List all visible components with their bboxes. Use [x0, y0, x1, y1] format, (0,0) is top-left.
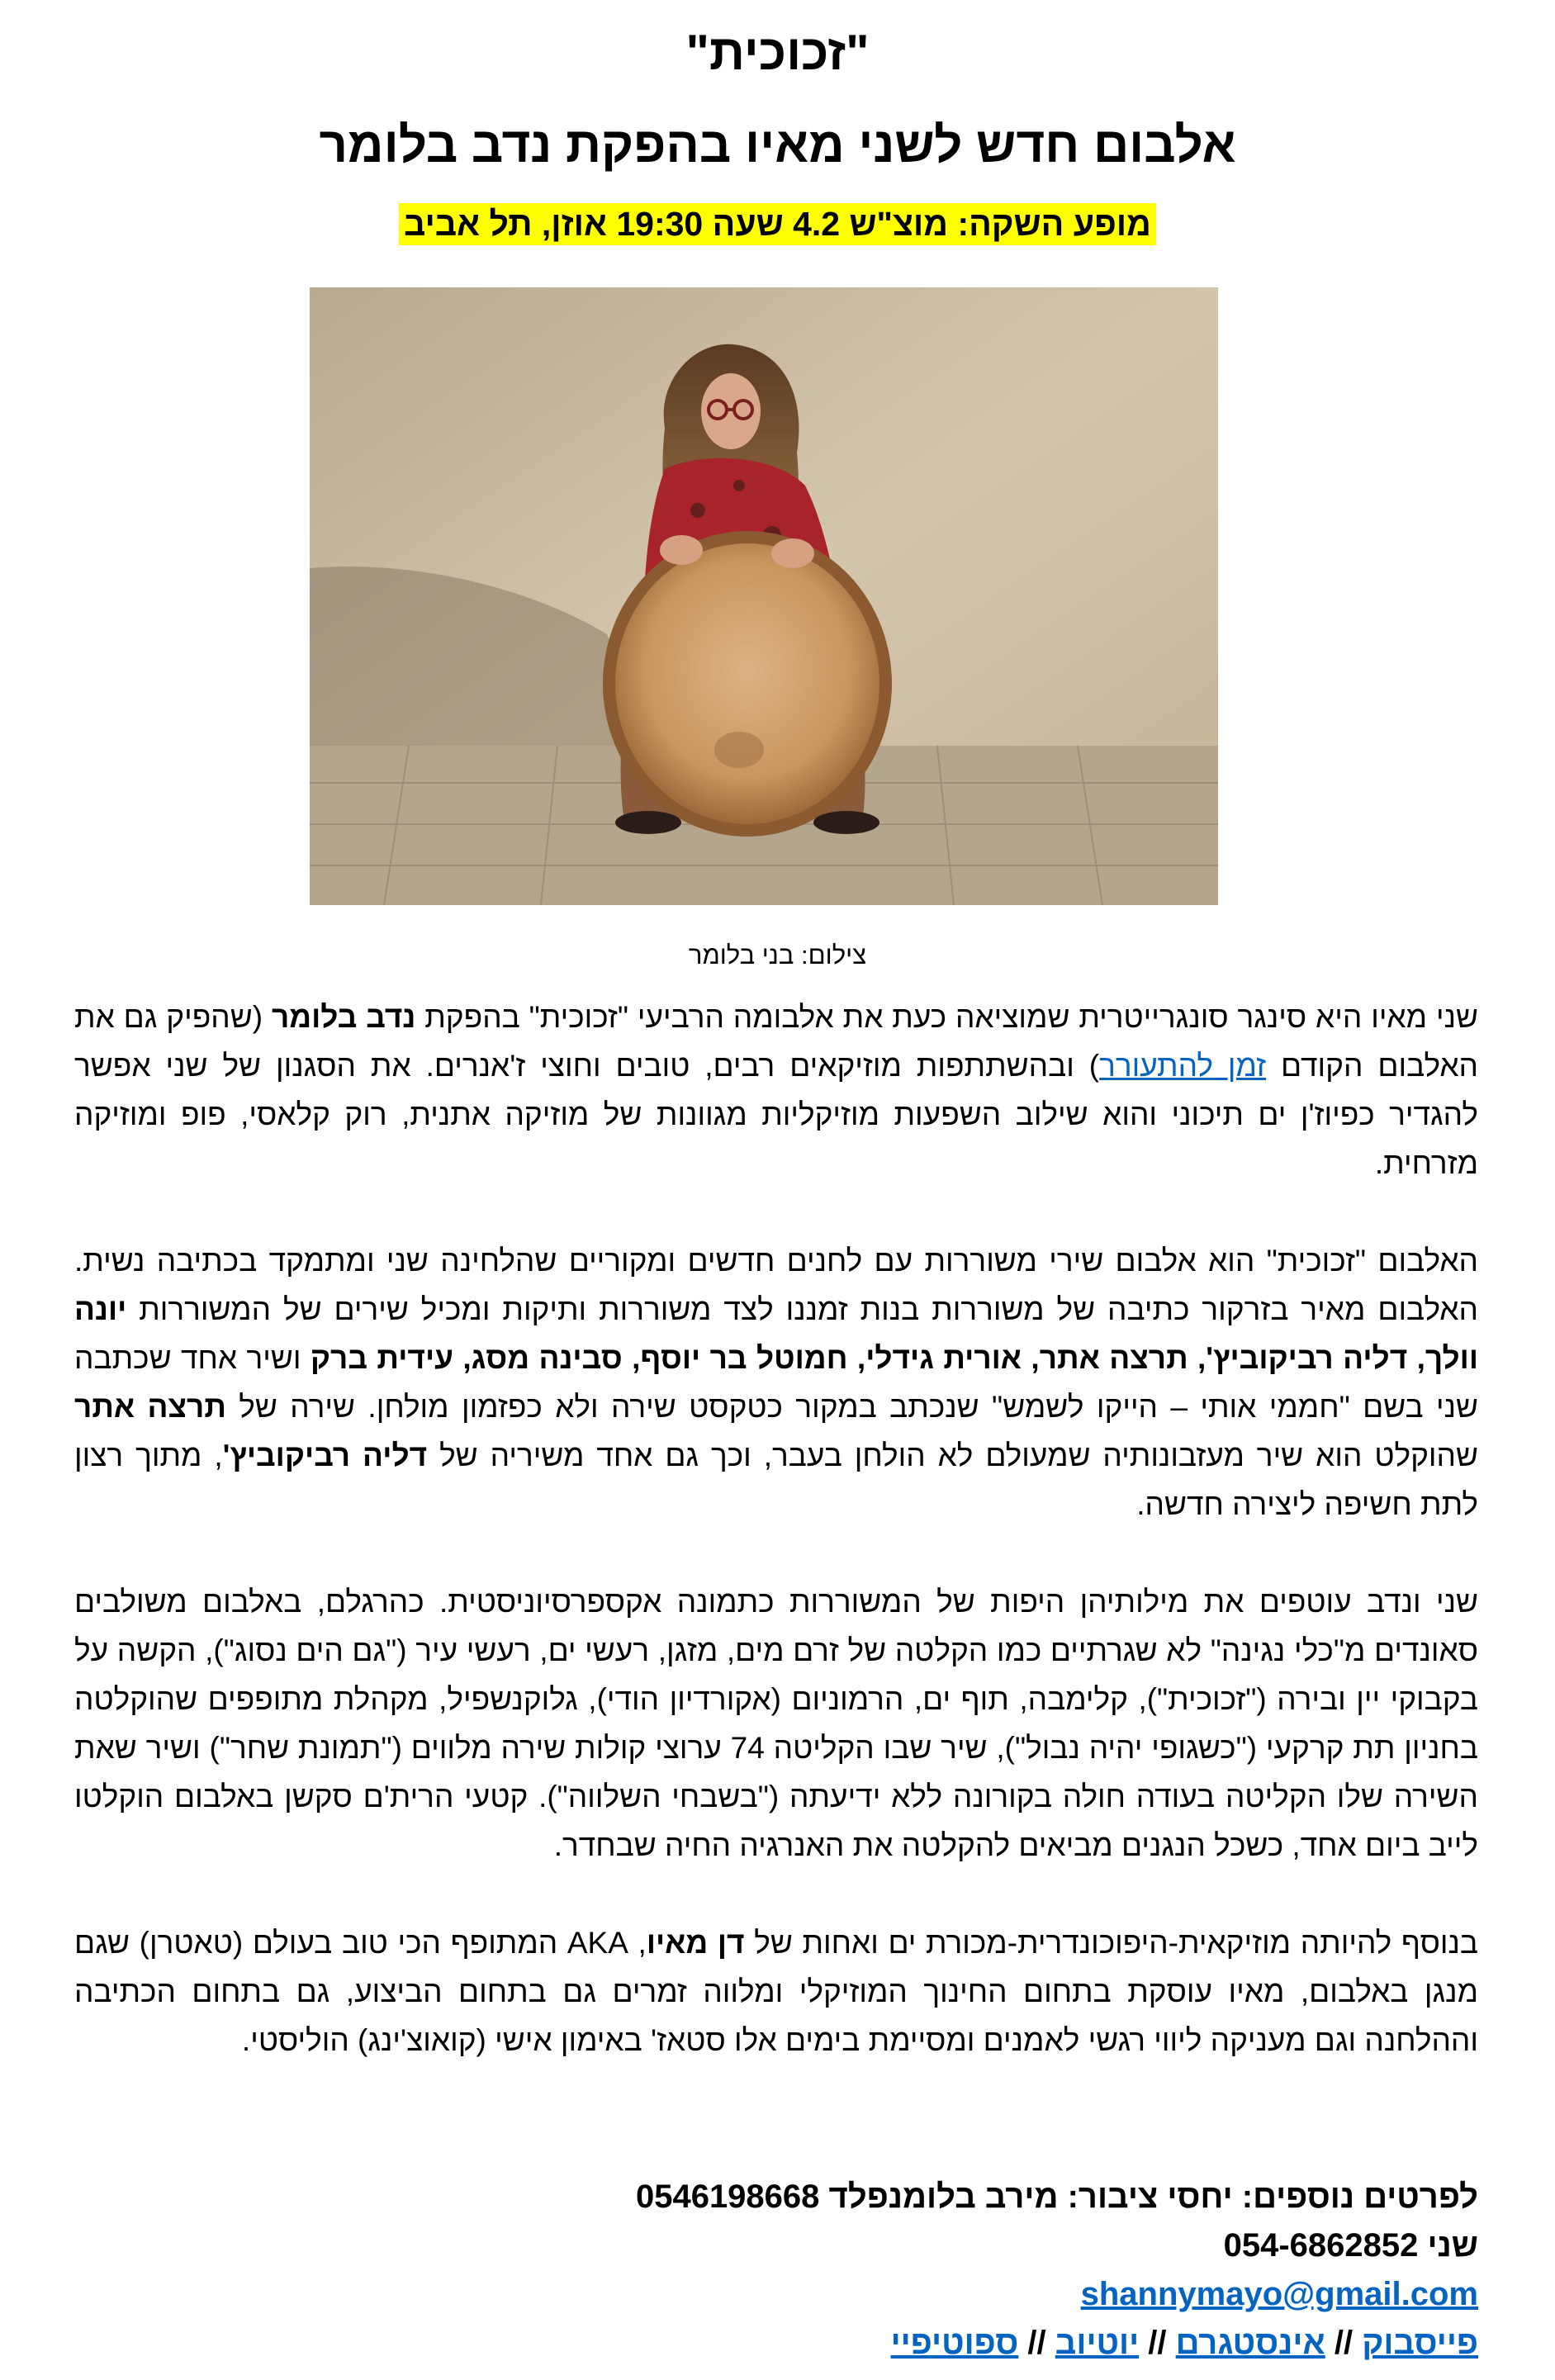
email-row	[74, 2270, 1478, 2319]
separator: //	[1027, 2325, 1046, 2361]
youtube-link[interactable]: יוטיוב	[1055, 2325, 1140, 2361]
paragraph-intro-text-3: ) ובהשתתפות מוזיקאים רבים, טובים וחוצי ז'אנרים. את הסגנון של שני אפשר להגדיר כפיוז'ן ים תיכוני והוא שילוב השפעות מוזיקליות מגוונות של מוזיקה אתנית, רוק קלאסי, פופ ומוזיקה מזרחית.	[74, 1049, 1478, 1180]
email-link[interactable]: shannymayo@gmail.com	[1080, 2276, 1478, 2312]
poet-name: תרצה אתר	[74, 1390, 226, 1424]
launch-event-row	[0, 203, 1555, 245]
poets-list: יונה וולך, דליה רביקוביץ', תרצה אתר, אורית גידלי, חמוטל בר יוסף, סבינה מסג, עידית ברק	[74, 1292, 1478, 1375]
paragraph-bio	[74, 1918, 1478, 2065]
album-subtitle: אלבום חדש לשני מאיו בהפקת נדב בלומר	[319, 117, 1236, 173]
producer-name: נדב בלומר	[271, 1000, 416, 1034]
paragraph-album-text-1: האלבום "זכוכית" הוא אלבום שירי משוררות עם לחנים חדשים ומקוריים שהלחינה שני ומתמקד בכתיבה נשית. האלבום מאיר בזרקור כתיבה של משוררות בנות זמננו לצד משוררות ותיקות ומכיל שירים של המשוררות	[74, 1244, 1478, 1326]
previous-album-link[interactable]: זמן להתעורר	[1099, 1049, 1267, 1083]
contact-block	[74, 2173, 1478, 2368]
launch-event-highlight: מופע השקה: מוצ"ש 4.2 שעה 19:30 אוזן, תל אביב	[399, 203, 1156, 245]
artist-photo	[310, 287, 1218, 905]
article-body	[74, 993, 1478, 2113]
paragraph-intro-text-1: שני מאיו היא סינגר סונגרייטרית שמוציאה כעת את אלבומה הרביעי "זכוכית" בהפקת	[415, 1000, 1478, 1034]
album-title: "זכוכית"	[685, 25, 870, 80]
pr-contact-line: לפרטים נוספים: יחסי ציבור: מירב בלומנפלד 0546198668	[635, 2179, 1478, 2215]
paragraph-album-text-3: שהוקלט הוא שיר מעזבונותיה שמעולם לא הולחן בעבר, וכך גם אחד משיריה של	[427, 1439, 1478, 1472]
artist-phone-line: שני 054-6862852	[1223, 2227, 1478, 2264]
spotify-link[interactable]: ספוטיפיי	[890, 2325, 1019, 2361]
paragraph-sound: שני ונדב עוטפים את מילותיהן היפות של המשוררות כתמונה אקספרסיוניסטית. כהרגלם, באלבום משולבים סאונדים מ"כלי נגינה" לא שגרתיים כמו הקלטה של זרם מים, מזגן, רעשי ים, רעשי עיר ("גם הים נסוג"), הקשה על בקבוקי יין ובירה ("זכוכית"), קלימבה, תוף ים, הרמוניום (אקורדיון הודי), גלוקנשפיל, מקהלת מתופפים שהוקלטה בחניון תת קרקעי ("כשגופי יהיה נבול"), שיר שבו הקליטה 74 ערוצי קולות שירה מלווים ("תמונת שחר") ושיר שאת השירה שלו הקליטה בעודה חולה בקורונה ללא ידיעתה ("בשבחי השלווה"). קטעי הרית'ם סקשן באלבום הוקלטו לייב ביום אחד, כשכל הנגנים מביאים להקלטה את האנרגיה החיה שבחדר.	[74, 1585, 1478, 1862]
separator: //	[1148, 2325, 1167, 2361]
brother-name: דן מאיו	[646, 1926, 745, 1960]
paragraph-intro	[74, 993, 1478, 1188]
paragraph-album	[74, 1236, 1478, 1529]
social-links-row	[74, 2319, 1478, 2368]
separator: //	[1334, 2325, 1354, 2361]
paragraph-intro-text-2: (שהפיק גם את האלבום הקודם	[74, 1000, 1479, 1083]
paragraph-album-text-2: ושיר אחד שכתבה שני בשם "חממי אותי – הייקו לשמש" שנכתב במקור כטקסט שירה ולא כפזמון מולחן. שירה של	[74, 1341, 1478, 1424]
paragraph-bio-text-1: בנוסף להיותה מוזיקאית-היפוכונדרית-מכורת ים ואחות של	[744, 1926, 1478, 1960]
facebook-link[interactable]: פייסבוק	[1362, 2325, 1478, 2361]
poet-name: דליה רביקוביץ'	[222, 1439, 428, 1472]
paragraph-album-text-4: , מתוך רצון לתת חשיפה ליצירה חדשה.	[74, 1439, 1478, 1521]
photo-credit: צילום: בני בלומר	[688, 941, 867, 970]
instagram-link[interactable]: אינסטגרם	[1175, 2325, 1325, 2361]
paragraph-bio-text-2: , AKA המתופף הכי טוב בעולם (טאטרן) שגם מנגן באלבום, מאיו עוסקת בתחום החינוך המוזיקלי ומלווה זמרים גם בתחום הביצוע, גם בתחום הכתיבה וההלחנה וגם מעניקה ליווי רגשי לאמנים ומסיימת בימים אלו סטאז' באימון אישי (קואוצ'ינג) הוליסטי.	[74, 1926, 1478, 2057]
